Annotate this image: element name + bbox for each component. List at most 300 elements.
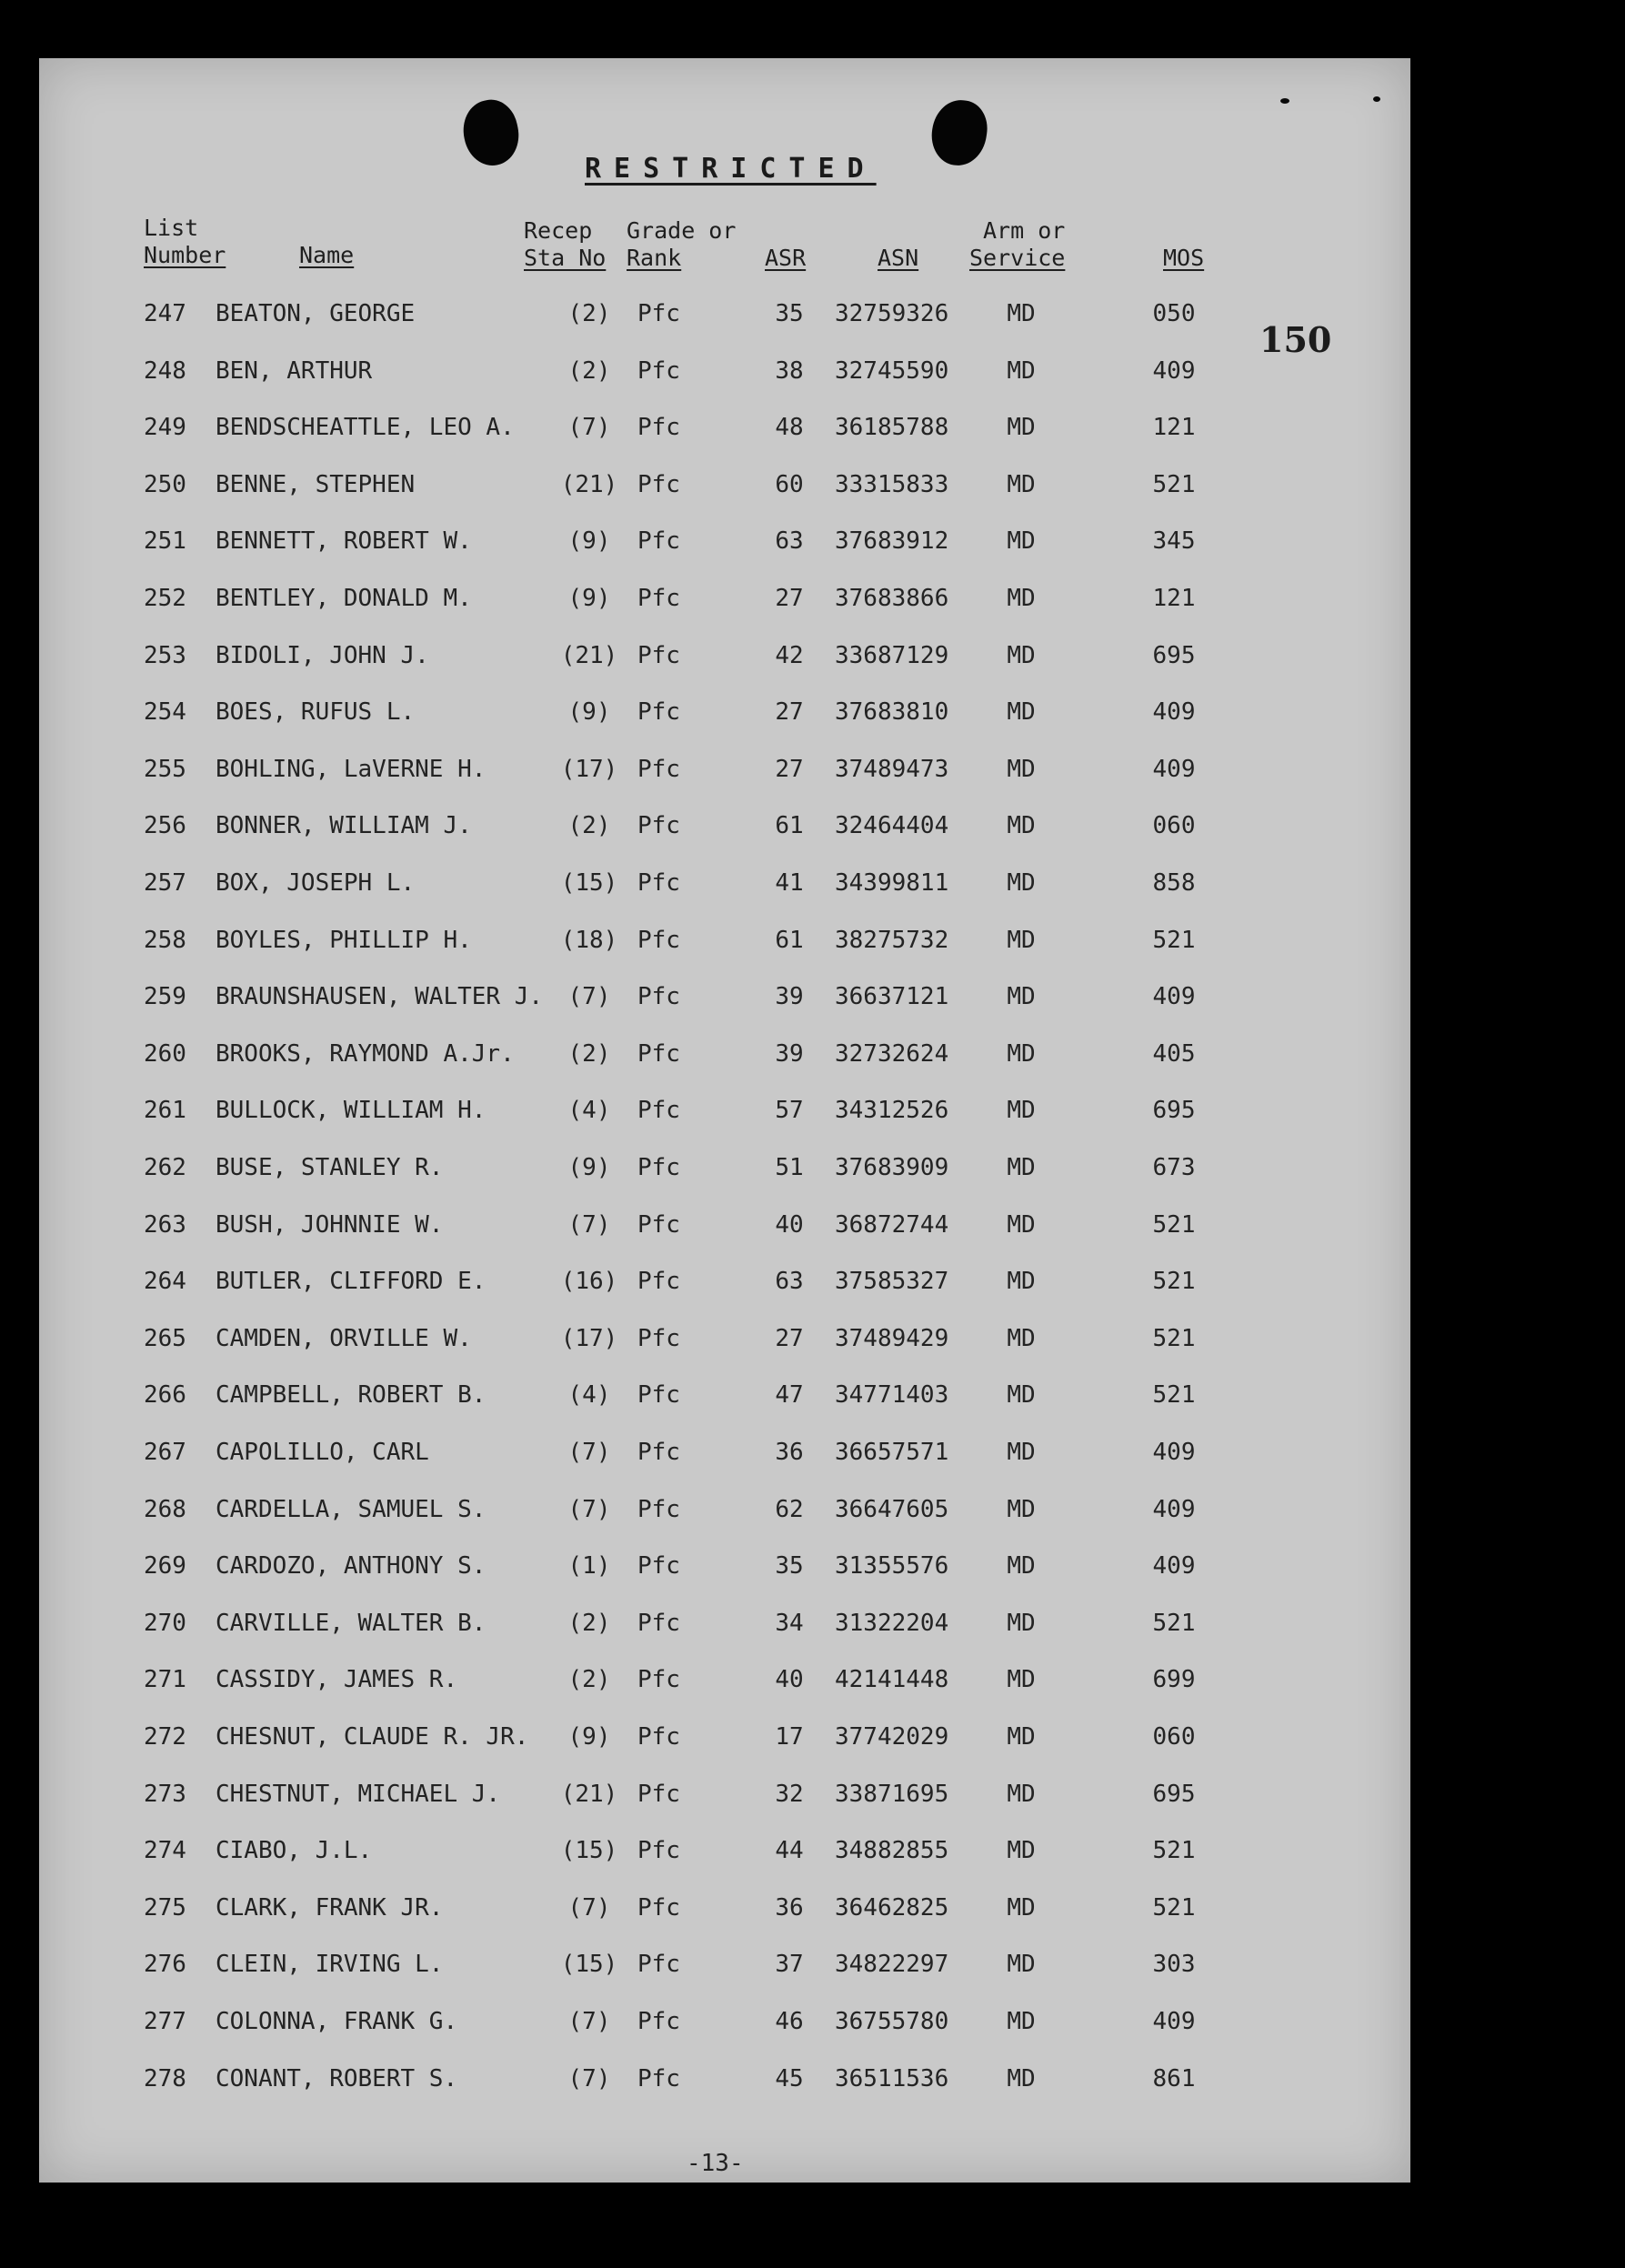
cell-recep-sta-no: (21) (560, 641, 618, 669)
cell-name: CARDELLA, SAMUEL S. (216, 1495, 486, 1523)
cell-mos: 405 (1152, 1039, 1196, 1068)
cell-recep-sta-no: (15) (560, 1837, 618, 1865)
cell-recep-sta-no: (4) (567, 1097, 611, 1125)
cell-asr: 63 (775, 1268, 804, 1296)
cell-name: BEATON, GEORGE (216, 300, 416, 327)
cell-grade: Pfc (637, 527, 680, 556)
cell-arm-service: MD (1007, 1609, 1036, 1637)
cell-mos: 345 (1152, 527, 1196, 556)
cell-recep-sta-no: (1) (567, 1552, 611, 1581)
cell-asn: 34771403 (835, 1381, 949, 1410)
table-row (39, 580, 1410, 617)
cell-grade: Pfc (637, 926, 680, 954)
cell-list-number: 274 (144, 1837, 186, 1865)
table-row (39, 694, 1410, 730)
cell-asr: 38 (775, 356, 804, 385)
cell-arm-service: MD (1007, 698, 1036, 727)
cell-mos: 673 (1152, 1154, 1196, 1181)
cell-name: BROOKS, RAYMOND A.Jr. (216, 1039, 515, 1068)
header-recep-line2: Sta No (524, 245, 607, 271)
cell-name: BUTLER, CLIFFORD E. (216, 1268, 486, 1296)
cell-list-number: 261 (144, 1097, 186, 1125)
cell-recep-sta-no: (17) (560, 755, 618, 783)
cell-list-number: 276 (144, 1951, 186, 1979)
cell-list-number: 277 (144, 2008, 186, 2035)
cell-mos: 861 (1152, 2064, 1196, 2092)
cell-name: BENNE, STEPHEN (216, 470, 416, 498)
table-row (39, 1719, 1410, 1755)
cell-list-number: 254 (144, 698, 186, 727)
cell-grade: Pfc (637, 414, 680, 442)
cell-mos: 409 (1152, 755, 1196, 783)
cell-asn: 36647605 (835, 1495, 949, 1523)
cell-asn: 37683866 (835, 585, 949, 612)
cell-asr: 60 (775, 470, 804, 498)
cell-asn: 31355576 (835, 1552, 949, 1581)
cell-list-number: 271 (144, 1666, 186, 1694)
cell-arm-service: MD (1007, 983, 1036, 1011)
cell-arm-service: MD (1007, 812, 1036, 840)
cell-asn: 34312526 (835, 1097, 949, 1125)
cell-list-number: 267 (144, 1439, 186, 1466)
cell-asn: 34399811 (835, 869, 949, 897)
cell-list-number: 259 (144, 983, 186, 1011)
cell-name: BOHLING, LaVERNE H. (216, 755, 486, 783)
cell-arm-service: MD (1007, 1039, 1036, 1068)
cell-name: CONANT, ROBERT S. (216, 2064, 458, 2092)
cell-asr: 27 (775, 585, 804, 612)
cell-mos: 521 (1152, 1837, 1196, 1865)
document-page (39, 58, 1410, 2183)
cell-recep-sta-no: (7) (567, 1893, 611, 1922)
cell-asn: 33871695 (835, 1780, 949, 1808)
cell-name: BUSE, STANLEY R. (216, 1154, 444, 1181)
header-list-number-line1: List (144, 215, 199, 241)
cell-asn: 34882855 (835, 1837, 949, 1865)
cell-arm-service: MD (1007, 527, 1036, 556)
cell-asn: 36637121 (835, 983, 949, 1011)
cell-mos: 521 (1152, 1381, 1196, 1410)
cell-asn: 36872744 (835, 1210, 949, 1239)
cell-name: BRAUNSHAUSEN, WALTER J. (216, 983, 544, 1011)
cell-asn: 42141448 (835, 1666, 949, 1694)
cell-list-number: 253 (144, 641, 186, 669)
cell-name: CLEIN, IRVING L. (216, 1951, 444, 1979)
cell-list-number: 268 (144, 1495, 186, 1523)
header-arm-line2: Service (969, 245, 1066, 271)
table-row (39, 922, 1410, 958)
cell-grade: Pfc (637, 1723, 680, 1751)
cell-name: COLONNA, FRANK G. (216, 2008, 458, 2035)
cell-recep-sta-no: (7) (567, 1495, 611, 1523)
cell-arm-service: MD (1007, 1951, 1036, 1979)
cell-list-number: 257 (144, 869, 186, 897)
cell-asr: 63 (775, 527, 804, 556)
table-row (39, 1890, 1410, 1926)
cell-asn: 37742029 (835, 1723, 949, 1751)
cell-mos: 521 (1152, 1268, 1196, 1296)
cell-grade: Pfc (637, 983, 680, 1011)
cell-recep-sta-no: (16) (560, 1268, 618, 1296)
cell-arm-service: MD (1007, 1780, 1036, 1808)
cell-grade: Pfc (637, 1381, 680, 1410)
cell-recep-sta-no: (21) (560, 1780, 618, 1808)
table-row (39, 1946, 1410, 1982)
cell-list-number: 258 (144, 926, 186, 954)
table-row (39, 1263, 1410, 1300)
cell-grade: Pfc (637, 1210, 680, 1239)
cell-list-number: 247 (144, 300, 186, 327)
cell-grade: Pfc (637, 1439, 680, 1466)
table-row (39, 296, 1410, 332)
cell-arm-service: MD (1007, 1210, 1036, 1239)
cell-recep-sta-no: (2) (567, 356, 611, 385)
table-row (39, 751, 1410, 788)
table-row (39, 1207, 1410, 1243)
cell-grade: Pfc (637, 755, 680, 783)
cell-recep-sta-no: (9) (567, 1723, 611, 1751)
cell-grade: Pfc (637, 812, 680, 840)
cell-grade: Pfc (637, 1268, 680, 1296)
cell-grade: Pfc (637, 1951, 680, 1979)
cell-grade: Pfc (637, 641, 680, 669)
cell-name: BULLOCK, WILLIAM H. (216, 1097, 486, 1125)
cell-name: BOX, JOSEPH L. (216, 869, 416, 897)
cell-grade: Pfc (637, 1609, 680, 1637)
cell-asr: 47 (775, 1381, 804, 1410)
cell-asr: 62 (775, 1495, 804, 1523)
cell-asn: 37489429 (835, 1324, 949, 1352)
cell-asr: 46 (775, 2008, 804, 2035)
header-recep-line1: Recep (524, 217, 593, 244)
cell-asr: 37 (775, 1951, 804, 1979)
cell-arm-service: MD (1007, 755, 1036, 783)
header-name: Name (299, 242, 355, 268)
cell-list-number: 266 (144, 1381, 186, 1410)
cell-list-number: 250 (144, 470, 186, 498)
speck (1373, 96, 1380, 102)
cell-name: BENDSCHEATTLE, LEO A. (216, 414, 515, 442)
cell-arm-service: MD (1007, 1837, 1036, 1865)
page-title: RESTRICTED (585, 153, 877, 185)
table-row (39, 1776, 1410, 1812)
cell-mos: 060 (1152, 1723, 1196, 1751)
table-row (39, 1036, 1410, 1072)
cell-grade: Pfc (637, 1552, 680, 1581)
cell-asn: 36185788 (835, 414, 949, 442)
cell-recep-sta-no: (9) (567, 1154, 611, 1181)
cell-list-number: 249 (144, 414, 186, 442)
cell-grade: Pfc (637, 1495, 680, 1523)
cell-asr: 40 (775, 1666, 804, 1694)
cell-arm-service: MD (1007, 1439, 1036, 1466)
cell-asr: 27 (775, 755, 804, 783)
punch-hole-left (457, 95, 525, 171)
header-mos: MOS (1163, 245, 1205, 271)
table-row (39, 1832, 1410, 1869)
cell-arm-service: MD (1007, 300, 1036, 327)
cell-grade: Pfc (637, 2008, 680, 2035)
cell-list-number: 270 (144, 1609, 186, 1637)
cell-list-number: 264 (144, 1268, 186, 1296)
cell-mos: 521 (1152, 1210, 1196, 1239)
cell-recep-sta-no: (2) (567, 300, 611, 327)
table-row (39, 523, 1410, 559)
header-asr: ASR (765, 245, 807, 271)
cell-asr: 35 (775, 1552, 804, 1581)
cell-list-number: 265 (144, 1324, 186, 1352)
cell-name: BONNER, WILLIAM J. (216, 812, 472, 840)
cell-recep-sta-no: (7) (567, 1439, 611, 1466)
cell-asr: 35 (775, 300, 804, 327)
cell-name: BEN, ARTHUR (216, 356, 373, 385)
cell-asn: 38275732 (835, 926, 949, 954)
cell-recep-sta-no: (9) (567, 527, 611, 556)
cell-asn: 33315833 (835, 470, 949, 498)
cell-recep-sta-no: (7) (567, 414, 611, 442)
table-row (39, 637, 1410, 674)
header-grade-rank (627, 217, 736, 272)
cell-mos: 409 (1152, 1552, 1196, 1581)
cell-arm-service: MD (1007, 2008, 1036, 2035)
cell-asr: 34 (775, 1609, 804, 1637)
cell-grade: Pfc (637, 470, 680, 498)
cell-list-number: 278 (144, 2064, 186, 2092)
header-recep-sta-no (524, 217, 606, 272)
cell-recep-sta-no: (2) (567, 1666, 611, 1694)
cell-recep-sta-no: (7) (567, 983, 611, 1011)
cell-arm-service: MD (1007, 1154, 1036, 1181)
header-arm-service (969, 217, 1065, 272)
cell-mos: 521 (1152, 1609, 1196, 1637)
table-row (39, 1434, 1410, 1470)
table-row (39, 1548, 1410, 1584)
header-grade-line2: Rank (627, 245, 682, 271)
cell-grade: Pfc (637, 1097, 680, 1125)
cell-mos: 409 (1152, 356, 1196, 385)
cell-name: BUSH, JOHNNIE W. (216, 1210, 444, 1239)
cell-list-number: 272 (144, 1723, 186, 1751)
cell-asn: 36462825 (835, 1893, 949, 1922)
cell-list-number: 252 (144, 585, 186, 612)
cell-name: BIDOLI, JOHN J. (216, 641, 429, 669)
cell-mos: 050 (1152, 300, 1196, 327)
cell-asr: 42 (775, 641, 804, 669)
cell-recep-sta-no: (15) (560, 1951, 618, 1979)
cell-name: CIABO, J.L. (216, 1837, 373, 1865)
cell-asr: 57 (775, 1097, 804, 1125)
cell-name: CAMDEN, ORVILLE W. (216, 1324, 472, 1352)
cell-list-number: 262 (144, 1154, 186, 1181)
cell-mos: 695 (1152, 1780, 1196, 1808)
cell-asn: 32732624 (835, 1039, 949, 1068)
cell-mos: 303 (1152, 1951, 1196, 1979)
cell-asn: 36755780 (835, 2008, 949, 2035)
table-row (39, 1092, 1410, 1129)
table-row (39, 2061, 1410, 2097)
cell-asr: 40 (775, 1210, 804, 1239)
cell-asn: 32759326 (835, 300, 949, 327)
cell-list-number: 260 (144, 1039, 186, 1068)
speck (1280, 98, 1289, 104)
header-arm-line1: Arm or (983, 217, 1066, 244)
cell-mos: 521 (1152, 926, 1196, 954)
cell-name: BENTLEY, DONALD M. (216, 585, 472, 612)
cell-mos: 121 (1152, 414, 1196, 442)
table-row (39, 1320, 1410, 1357)
cell-list-number: 273 (144, 1780, 186, 1808)
table-row (39, 865, 1410, 901)
cell-name: CHESNUT, CLAUDE R. JR. (216, 1723, 529, 1751)
cell-recep-sta-no: (2) (567, 1609, 611, 1637)
table-row (39, 2003, 1410, 2040)
table-row (39, 1661, 1410, 1698)
cell-arm-service: MD (1007, 641, 1036, 669)
cell-grade: Pfc (637, 585, 680, 612)
cell-asr: 17 (775, 1723, 804, 1751)
cell-name: CARVILLE, WALTER B. (216, 1609, 486, 1637)
cell-asr: 48 (775, 414, 804, 442)
cell-arm-service: MD (1007, 1097, 1036, 1125)
table-row (39, 808, 1410, 844)
cell-list-number: 263 (144, 1210, 186, 1239)
cell-name: BENNETT, ROBERT W. (216, 527, 472, 556)
cell-asr: 36 (775, 1439, 804, 1466)
punch-hole-right (928, 96, 990, 169)
cell-mos: 521 (1152, 470, 1196, 498)
cell-asr: 51 (775, 1154, 804, 1181)
cell-recep-sta-no: (9) (567, 585, 611, 612)
cell-list-number: 255 (144, 755, 186, 783)
cell-grade: Pfc (637, 1837, 680, 1865)
cell-grade: Pfc (637, 2064, 680, 2092)
table-row (39, 978, 1410, 1015)
cell-asn: 32464404 (835, 812, 949, 840)
cell-mos: 521 (1152, 1324, 1196, 1352)
cell-asr: 39 (775, 983, 804, 1011)
cell-mos: 409 (1152, 1495, 1196, 1523)
cell-asn: 32745590 (835, 356, 949, 385)
cell-asr: 61 (775, 926, 804, 954)
cell-arm-service: MD (1007, 1552, 1036, 1581)
cell-asn: 31322204 (835, 1609, 949, 1637)
cell-recep-sta-no: (2) (567, 812, 611, 840)
margin-number: 150 (1259, 319, 1332, 360)
cell-mos: 409 (1152, 1439, 1196, 1466)
cell-asr: 61 (775, 812, 804, 840)
cell-list-number: 275 (144, 1893, 186, 1922)
cell-name: BOYLES, PHILLIP H. (216, 926, 472, 954)
cell-asn: 37683912 (835, 527, 949, 556)
cell-grade: Pfc (637, 1154, 680, 1181)
cell-arm-service: MD (1007, 926, 1036, 954)
cell-mos: 409 (1152, 698, 1196, 727)
cell-recep-sta-no: (21) (560, 470, 618, 498)
cell-asn: 36511536 (835, 2064, 949, 2092)
cell-asr: 36 (775, 1893, 804, 1922)
cell-mos: 858 (1152, 869, 1196, 897)
cell-arm-service: MD (1007, 1324, 1036, 1352)
table-row (39, 1491, 1410, 1528)
table-row (39, 1377, 1410, 1413)
header-list-number (144, 215, 226, 269)
cell-asr: 27 (775, 698, 804, 727)
cell-name: BOES, RUFUS L. (216, 698, 416, 727)
cell-mos: 695 (1152, 641, 1196, 669)
table-row (39, 1149, 1410, 1186)
cell-recep-sta-no: (7) (567, 2064, 611, 2092)
cell-grade: Pfc (637, 869, 680, 897)
cell-asn: 34822297 (835, 1951, 949, 1979)
cell-arm-service: MD (1007, 869, 1036, 897)
cell-arm-service: MD (1007, 2064, 1036, 2092)
cell-asr: 44 (775, 1837, 804, 1865)
cell-recep-sta-no: (17) (560, 1324, 618, 1352)
cell-recep-sta-no: (7) (567, 2008, 611, 2035)
cell-recep-sta-no: (18) (560, 926, 618, 954)
cell-grade: Pfc (637, 698, 680, 727)
cell-arm-service: MD (1007, 1268, 1036, 1296)
cell-list-number: 269 (144, 1552, 186, 1581)
cell-name: CLARK, FRANK JR. (216, 1893, 444, 1922)
cell-asn: 37683810 (835, 698, 949, 727)
cell-mos: 060 (1152, 812, 1196, 840)
cell-arm-service: MD (1007, 585, 1036, 612)
cell-recep-sta-no: (9) (567, 698, 611, 727)
cell-asr: 39 (775, 1039, 804, 1068)
page-number: -13- (687, 2150, 744, 2177)
header-list-number-line2: Number (144, 242, 226, 268)
table-row (39, 353, 1410, 389)
cell-asn: 37585327 (835, 1268, 949, 1296)
cell-asr: 27 (775, 1324, 804, 1352)
cell-mos: 695 (1152, 1097, 1196, 1125)
cell-asn: 37683909 (835, 1154, 949, 1181)
cell-mos: 409 (1152, 2008, 1196, 2035)
cell-recep-sta-no: (15) (560, 869, 618, 897)
cell-name: CHESTNUT, MICHAEL J. (216, 1780, 501, 1808)
table-row (39, 1605, 1410, 1641)
cell-asn: 36657571 (835, 1439, 949, 1466)
cell-recep-sta-no: (2) (567, 1039, 611, 1068)
cell-asn: 33687129 (835, 641, 949, 669)
table-row (39, 409, 1410, 446)
cell-name: CAMPBELL, ROBERT B. (216, 1381, 486, 1410)
cell-mos: 521 (1152, 1893, 1196, 1922)
cell-recep-sta-no: (7) (567, 1210, 611, 1239)
cell-arm-service: MD (1007, 1893, 1036, 1922)
cell-grade: Pfc (637, 1324, 680, 1352)
cell-asn: 37489473 (835, 755, 949, 783)
cell-list-number: 251 (144, 527, 186, 556)
cell-arm-service: MD (1007, 414, 1036, 442)
cell-arm-service: MD (1007, 1381, 1036, 1410)
cell-name: CASSIDY, JAMES R. (216, 1666, 458, 1694)
cell-arm-service: MD (1007, 1666, 1036, 1694)
header-grade-line1: Grade or (627, 217, 737, 244)
cell-recep-sta-no: (4) (567, 1381, 611, 1410)
cell-grade: Pfc (637, 300, 680, 327)
cell-mos: 409 (1152, 983, 1196, 1011)
cell-arm-service: MD (1007, 1723, 1036, 1751)
cell-grade: Pfc (637, 1780, 680, 1808)
cell-arm-service: MD (1007, 1495, 1036, 1523)
cell-grade: Pfc (637, 1893, 680, 1922)
cell-asr: 45 (775, 2064, 804, 2092)
cell-mos: 121 (1152, 585, 1196, 612)
cell-list-number: 248 (144, 356, 186, 385)
cell-grade: Pfc (637, 1039, 680, 1068)
